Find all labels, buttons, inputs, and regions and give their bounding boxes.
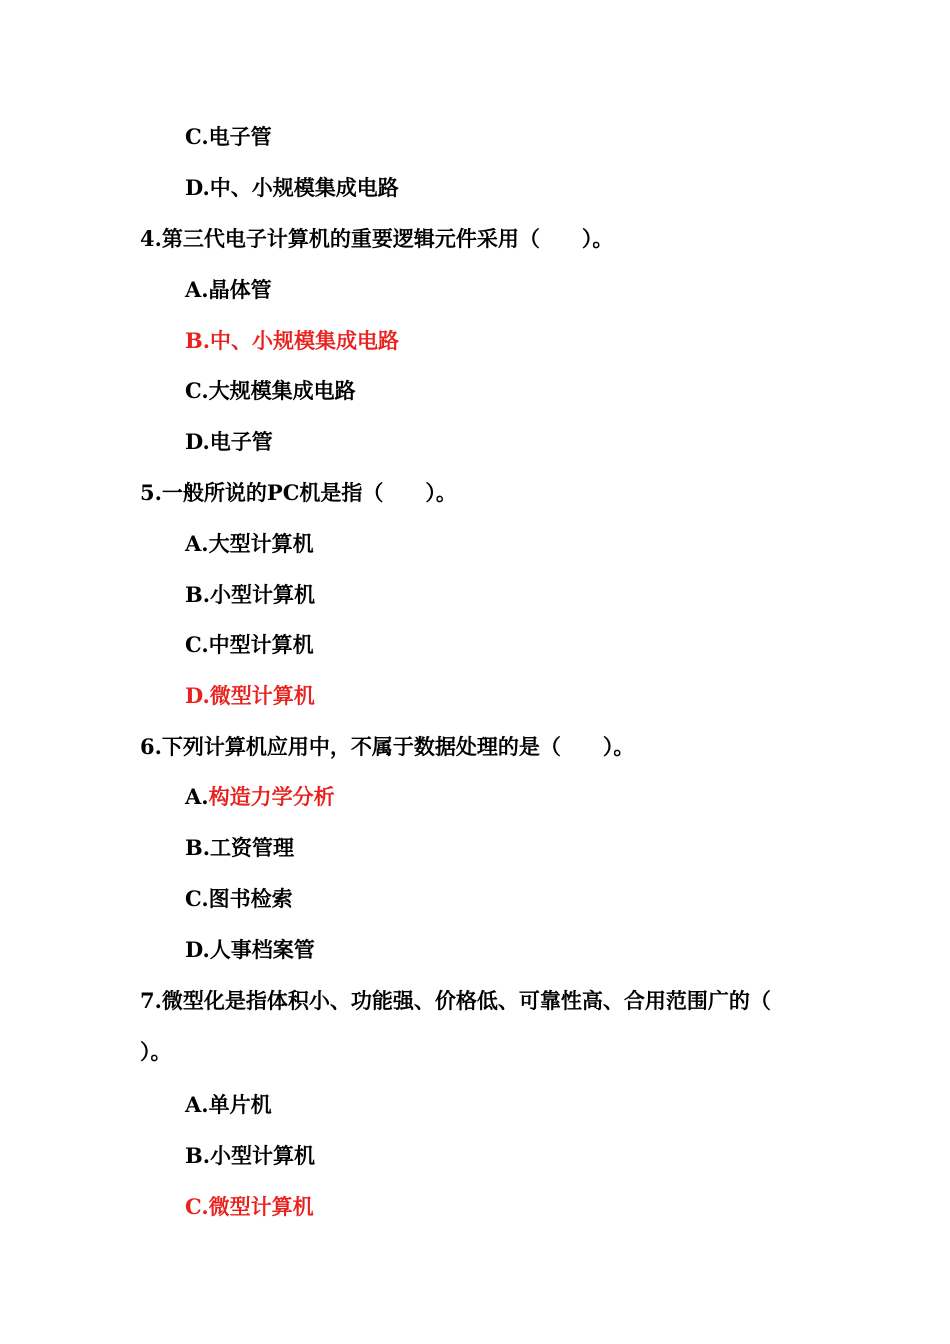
option-b-q5: B.小型计算机 <box>185 582 316 607</box>
question-4: 4.第三代电子计算机的重要逻辑元件采用（ ）。 <box>140 226 614 251</box>
question-6: 6.下列计算机应用中，不属于数据处理的是（ ）。 <box>140 734 635 759</box>
option-d-q3: D.中、小规模集成电路 <box>185 175 399 200</box>
question-5: 5.一般所说的PC机是指（ ）。 <box>140 480 457 505</box>
option-d-q4: D.电子管 <box>185 429 273 454</box>
option-c-q5: C.中型计算机 <box>185 632 314 657</box>
question-7-continued: ）。 <box>140 1039 172 1064</box>
option-b-q6: B.工资管理 <box>185 835 295 860</box>
option-b-q7: B.小型计算机 <box>185 1143 316 1168</box>
option-c-q6: C.图书检索 <box>185 886 293 911</box>
option-c-q3: C.电子管 <box>185 124 272 149</box>
option-a-q5: A.大型计算机 <box>185 531 314 556</box>
option-a-q4: A.晶体管 <box>185 277 272 302</box>
option-a-q7: A.单片机 <box>185 1092 272 1117</box>
option-a-q6-prefix: A. <box>185 784 209 809</box>
question-7: 7.微型化是指体积小、功能强、价格低、可靠性高、合用范围广的（ <box>140 988 771 1013</box>
option-a-q6-answer: 构造力学分析 <box>208 784 335 809</box>
option-d-q5-correct: D.微型计算机 <box>185 683 315 708</box>
option-c-q7-correct: C.微型计算机 <box>185 1194 314 1219</box>
option-a-q6-correct <box>185 782 335 812</box>
option-d-q6: D.人事档案管 <box>185 937 315 962</box>
option-b-q4-correct: B.中、小规模集成电路 <box>185 328 400 353</box>
option-c-q4: C.大规模集成电路 <box>185 378 356 403</box>
